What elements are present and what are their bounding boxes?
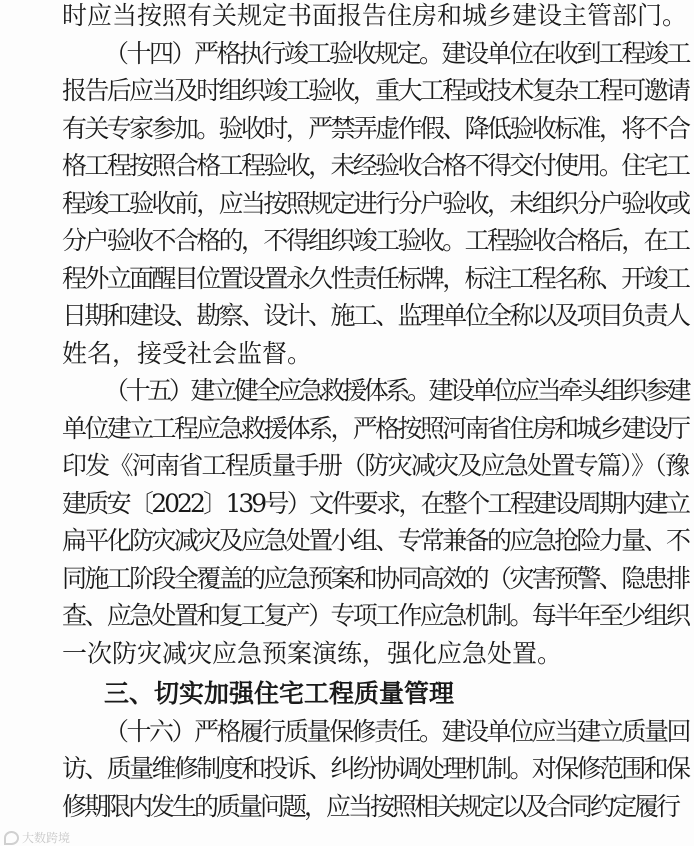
watermark [4, 830, 70, 846]
text-line: 单位建立工程应急救援体系，严格按照河南省住房和城乡建设厅 [62, 413, 688, 443]
text-line: 格工程按照合格工程验收，未经验收合格不得交付使用。住宅工 [62, 151, 688, 180]
text-line: 修期限内发生的质量问题，应当按照相关规定以及合同约定履行 [62, 791, 679, 821]
text-line: （十六）严格履行质量保修责任。建设单位应当建立质量回 [104, 716, 690, 746]
text-line: 一次防灾减灾应急预案演练，强化应急处置。 [62, 638, 563, 668]
text-line: 访、质量维修制度和投诉、纠纷协调处理机制。对保修范围和保 [62, 754, 688, 783]
text-line: 查、应急处置和复工复产）专项工作应急机制。每半年至少组织 [62, 601, 688, 630]
text-line: 同施工阶段全覆盖的应急预案和协同高效的（灾害预警、隐患排 [62, 563, 688, 593]
text-line: 报告后应当及时组织竣工验收，重大工程或技术复杂工程可邀请 [62, 76, 688, 105]
text-line: 扁平化防灾减灾及应急处置小组、专常兼备的应急抢险力量、不 [62, 526, 688, 555]
section-heading: 三、切实加强住宅工程质量管理 [104, 679, 455, 708]
text-line: （十四）严格执行竣工验收规定。建设单位在收到工程竣工 [104, 38, 690, 68]
text-line: （十五）建立健全应急救援体系。建设单位应当牵头组织参建 [104, 376, 688, 405]
text-line: 日期和建设、勘察、设计、施工、监理单位全称以及项目负责人 [62, 301, 688, 330]
text-line: 分户验收不合格的，不得组织竣工验收。工程验收合格后，在工 [62, 226, 688, 255]
watermark-logo-icon [4, 831, 19, 845]
text-line: 姓名，接受社会监督。 [62, 338, 313, 368]
text-line: 有关专家参加。验收时，严禁弄虚作假、降低验收标准，将不合 [62, 113, 688, 143]
text-line: 建质安〔2022〕139号）文件要求，在整个工程建设周期内建立 [62, 488, 688, 518]
watermark-text: 大数跨境 [22, 831, 71, 845]
text-line: 程外立面醒目位置设置永久性责任标牌，标注工程名称、开竣工 [62, 263, 688, 293]
text-line: 程竣工验收前，应当按照规定进行分户验收，未组织分户验收或 [62, 188, 688, 218]
text-line: 印发《河南省工程质量手册（防灾减灾及应急处置专篇）》（豫 [62, 451, 688, 480]
text-line: 时应当按照有关规定书面报告住房和城乡建设主管部门。 [62, 1, 688, 30]
